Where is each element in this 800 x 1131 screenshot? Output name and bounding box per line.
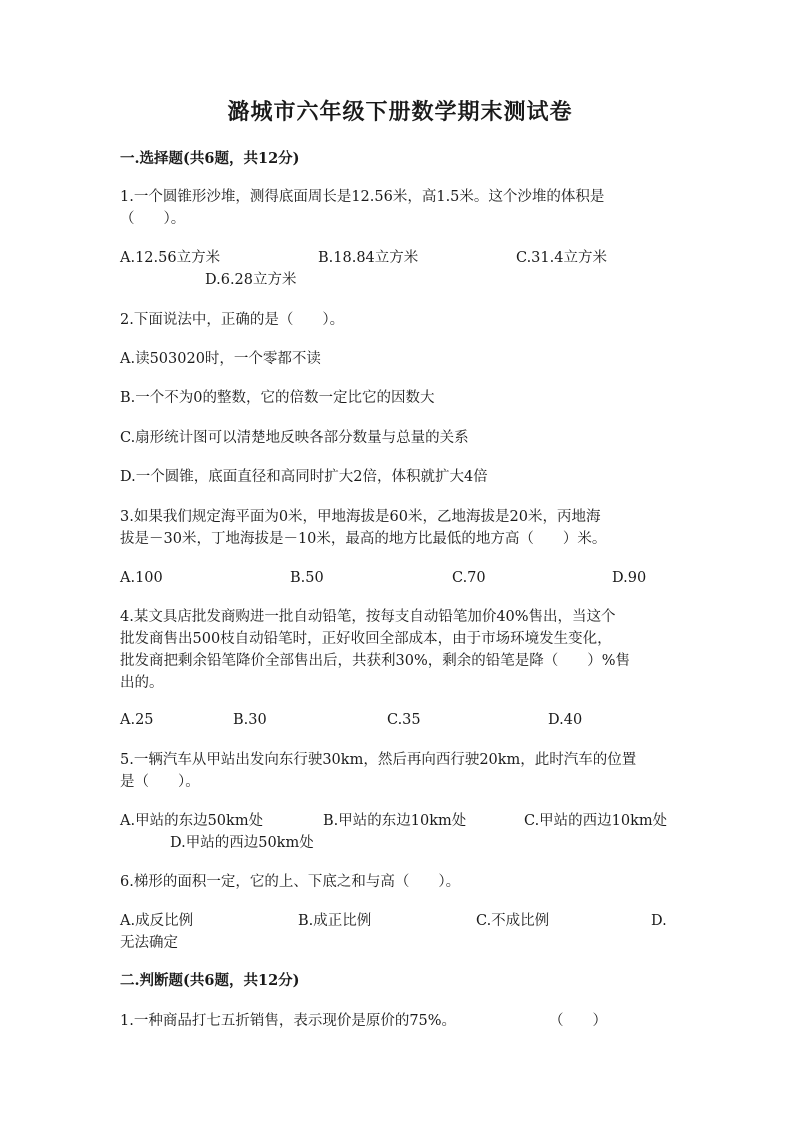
question-3-option-d: D.90 — [612, 570, 647, 586]
question-6-option-d-text: 无法确定 — [120, 935, 178, 951]
question-1-text: 1.一个圆锥形沙堆，测得底面周长是12.56米，高1.5米。这个沙堆的体积是 — [120, 189, 605, 205]
question-3-text: 3.如果我们规定海平面为0米，甲地海拔是60米，乙地海拔是20米，丙地海 — [120, 509, 601, 525]
question-4-option-b: B.30 — [233, 712, 267, 728]
question-1-option-a: A.12.56立方米 — [120, 250, 221, 266]
question-2-text: 2.下面说法中，正确的是（ ）。 — [120, 312, 345, 328]
question-3-text: 拔是－30米，丁地海拔是－10米，最高的地方比最低的地方高（ ）米。 — [120, 531, 607, 547]
question-1-option-c: C.31.4立方米 — [516, 250, 607, 266]
question-2-option-d: D.一个圆锥，底面直径和高同时扩大2倍，体积就扩大4倍 — [120, 469, 488, 485]
question-1-option-b: B.18.84立方米 — [318, 250, 419, 266]
question-5-option-d: D.甲站的西边50km处 — [170, 835, 314, 851]
page-title: 潞城市六年级下册数学期末测试卷 — [227, 99, 573, 125]
section-heading-judgment: 二.判断题(共6题，共12分) — [120, 972, 300, 989]
question-4-text: 4.某文具店批发商购进一批自动铅笔，按每支自动铅笔加价40%售出，当这个 — [120, 609, 616, 625]
question-6-option-d: D. — [651, 913, 667, 929]
question-2-option-b: B.一个不为0的整数，它的倍数一定比它的因数大 — [120, 390, 435, 406]
section-heading-choice: 一.选择题(共6题，共12分) — [120, 150, 300, 167]
judgment-1-answer-blank[interactable]: （ ） — [549, 1013, 607, 1029]
judgment-1-text: 1.一种商品打七五折销售，表示现价是原价的75%。 — [120, 1013, 457, 1029]
question-4-text: 批发商把剩余铅笔降价全部售出后，共获利30%，剩余的铅笔是降（ ）%售 — [120, 653, 631, 669]
question-6-option-b: B.成正比例 — [298, 913, 372, 929]
question-4-text: 批发商售出500枝自动铅笔时，正好收回全部成本，由于市场环境发生变化， — [120, 631, 612, 647]
question-1-option-d: D.6.28立方米 — [205, 272, 297, 288]
question-6-option-a: A.成反比例 — [120, 913, 194, 929]
question-6-text: 6.梯形的面积一定，它的上、下底之和与高（ ）。 — [120, 874, 461, 890]
question-3-option-c: C.70 — [452, 570, 486, 586]
question-5-text: 是（ ）。 — [120, 774, 200, 790]
question-1-text: （ ）。 — [120, 211, 186, 227]
question-6-option-c: C.不成比例 — [476, 913, 550, 929]
question-3-option-b: B.50 — [290, 570, 324, 586]
question-5-option-a: A.甲站的东边50km处 — [120, 813, 264, 829]
question-4-option-a: A.25 — [120, 712, 154, 728]
question-5-option-b: B.甲站的东边10km处 — [323, 813, 467, 829]
question-2-option-a: A.读503020时，一个零都不读 — [120, 351, 321, 367]
question-5-option-c: C.甲站的西边10km处 — [524, 813, 668, 829]
question-4-text: 出的。 — [120, 675, 164, 691]
question-2-option-c: C.扇形统计图可以清楚地反映各部分数量与总量的关系 — [120, 430, 469, 446]
question-3-option-a: A.100 — [120, 570, 163, 586]
question-4-option-c: C.35 — [387, 712, 421, 728]
question-4-option-d: D.40 — [548, 712, 583, 728]
question-5-text: 5.一辆汽车从甲站出发向东行驶30km，然后再向西行驶20km，此时汽车的位置 — [120, 752, 637, 768]
